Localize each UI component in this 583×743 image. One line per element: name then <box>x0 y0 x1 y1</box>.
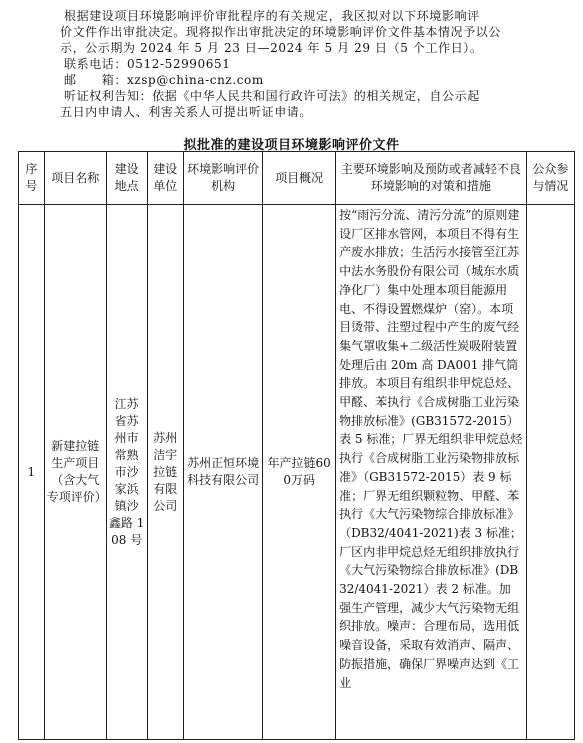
header-project: 项目名称 <box>44 152 106 205</box>
cell-unit: 苏州洁宇拉链有限公司 <box>147 205 183 740</box>
cell-measures: 按“雨污分流、清污分流”的原则建设厂区排水管网，本项目不得有生产废水排放；生活污水接管至江苏中法水务股份有限公司（城东水质净化厂）集中处理本项目能源用电、不得设置燃煤炉（窑）。本项目烫带、注塑过程中产生的废气经集气罩收集+二级活性炭吸附装置处理后由 20m 高 DA001 排气筒排放。本项目有组织非甲烷总烃、甲醛、苯执行《合成树脂工业污染物排放标准》(GB31572-2015）表 5 标准；厂界无组织非甲烷总烃执行《合成树脂工业污染物排放标准》（GB31572-2015）表 9 标准；厂界无组织颗粒物、甲醛、苯执行《大气污染物综合排放标准》（DB32/4041-2021)表 3 标准；厂区内非甲烷总烃无组织排放执行《大气污染物综合排放标准》(DB32/4041-2021）表 2 标准。加强生产管理，减少大气污染物无组织排放。噪声：合理布局，选用低噪音设备，采取有效消声、隔声、防振措施，确保厂界噪声达到《工业 <box>336 205 527 740</box>
contact-email[interactable]: 邮 箱：xzsp@china-cnz.com <box>64 73 264 87</box>
table-title: 拟批准的建设项目环境影响评价文件 <box>183 138 400 153</box>
contact-phone: 联系电话：0512-52990651 <box>64 57 231 71</box>
intro-line-3: 示，公示期为 2024 年 5 月 23 日—2024 年 5 月 29 日（5 个工作日）。 <box>60 41 483 55</box>
cell-overview: 年产拉链600万码 <box>263 205 336 740</box>
intro-line-2: 价文件作出审批决定。现将拟作出审批决定的环境影响评价文件基本情况予以公 <box>60 25 502 39</box>
cell-project: 新建拉链生产项目（含大气专项评价） <box>44 205 106 740</box>
cell-agency: 苏州正恒环境科技有限公司 <box>183 205 262 740</box>
header-overview: 项目概况 <box>263 152 336 205</box>
cell-no: 1 <box>19 205 45 740</box>
notice-intro <box>0 8 583 120</box>
header-location: 建设地点 <box>106 152 147 205</box>
cell-location: 江苏省苏州市常熟市沙家浜镇沙鑫路 108 号 <box>106 205 147 740</box>
table-header-row <box>19 152 575 205</box>
approval-table <box>18 151 575 740</box>
table-row <box>19 205 575 740</box>
cell-participation <box>526 205 574 740</box>
header-no: 序号 <box>19 152 45 205</box>
hearing-notice-1: 听证权利告知：依据《中华人民共和国行政许可法》的相关规定，自公示起 <box>64 89 480 103</box>
hearing-notice-2: 五日内申请人、利害关系人可提出听证申请。 <box>60 105 313 119</box>
intro-line-1: 根据建设项目环境影响评价审批程序的有关规定，我区拟对以下环境影响评 <box>64 9 480 23</box>
header-measures: 主要环境影响及预防或者减轻不良环境影响的对策和措施 <box>336 152 527 205</box>
header-participation: 公众参与情况 <box>526 152 574 205</box>
header-agency: 环境影响评价机构 <box>183 152 262 205</box>
header-unit: 建设单位 <box>147 152 183 205</box>
